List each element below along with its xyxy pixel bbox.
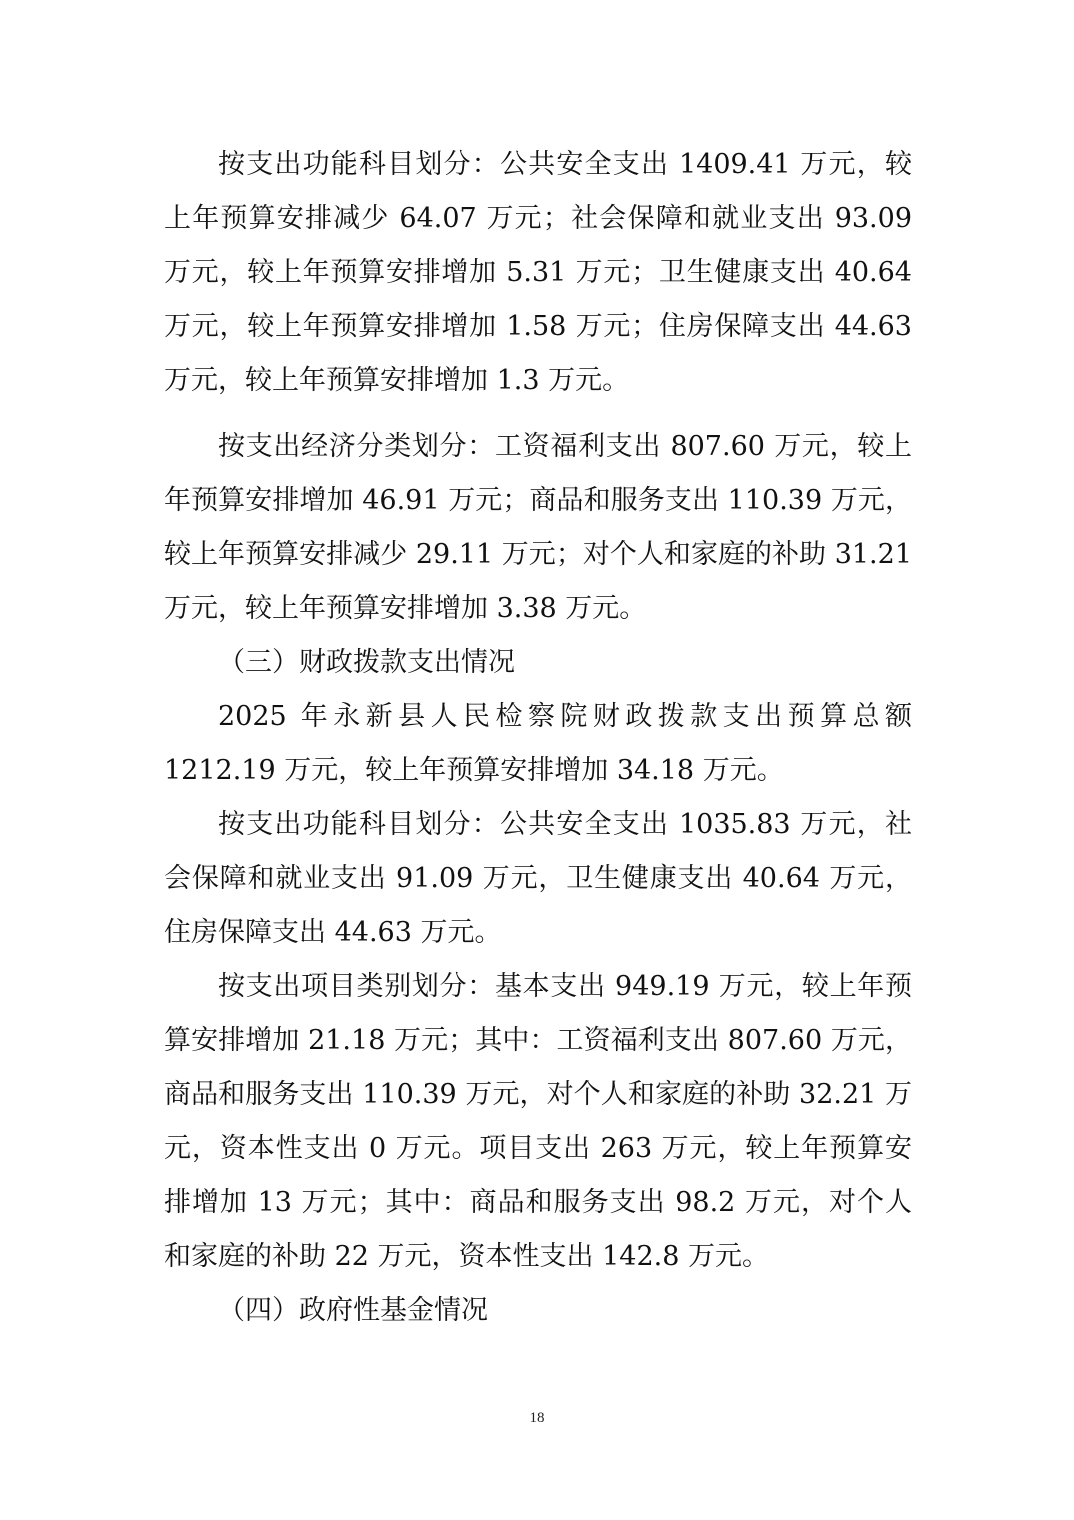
section-heading-fiscal-appropriation: （三）财政拨款支出情况	[218, 647, 515, 678]
page-number: 18	[529, 1410, 545, 1426]
paragraph-appropriation-total: 2025 年永新县人民检察院财政拨款支出预算总额 1212.19 万元，较上年预算安排增加 34.18 万元。	[164, 701, 912, 786]
paragraph-economic-classification: 按支出经济分类划分：工资福利支出 807.60 万元，较上年预算安排增加 46.91 万元；商品和服务支出 110.39 万元，较上年预算安排减少 29.11 万元；对个人和家庭的补助 31.21 万元，较上年预算安排增加 3.38 万元。	[164, 431, 912, 624]
section-heading-government-fund: （四）政府性基金情况	[218, 1295, 488, 1326]
paragraph-function-classification: 按支出功能科目划分：公共安全支出 1409.41 万元，较上年预算安排减少 64.07 万元；社会保障和就业支出 93.09 万元，较上年预算安排增加 5.31 万元；卫生健康支出 40.64 万元，较上年预算安排增加 1.58 万元；住房保障支出 44.63 万元，较上年预算安排增加 1.3 万元。	[164, 149, 912, 396]
paragraph-project-category: 按支出项目类别划分：基本支出 949.19 万元，较上年预算安排增加 21.18 万元；其中：工资福利支出 807.60 万元，商品和服务支出 110.39 万元，对个人和家庭的补助 32.21 万元，资本性支出 0 万元。项目支出 263 万元，较上年预算安排增加 13 万元；其中：商品和服务支出 98.2 万元，对个人和家庭的补助 22 万元，资本性支出 142.8 万元。	[164, 971, 912, 1272]
paragraph-appropriation-function: 按支出功能科目划分：公共安全支出 1035.83 万元，社会保障和就业支出 91.09 万元，卫生健康支出 40.64 万元，住房保障支出 44.63 万元。	[164, 809, 912, 948]
body-text	[164, 138, 912, 1338]
